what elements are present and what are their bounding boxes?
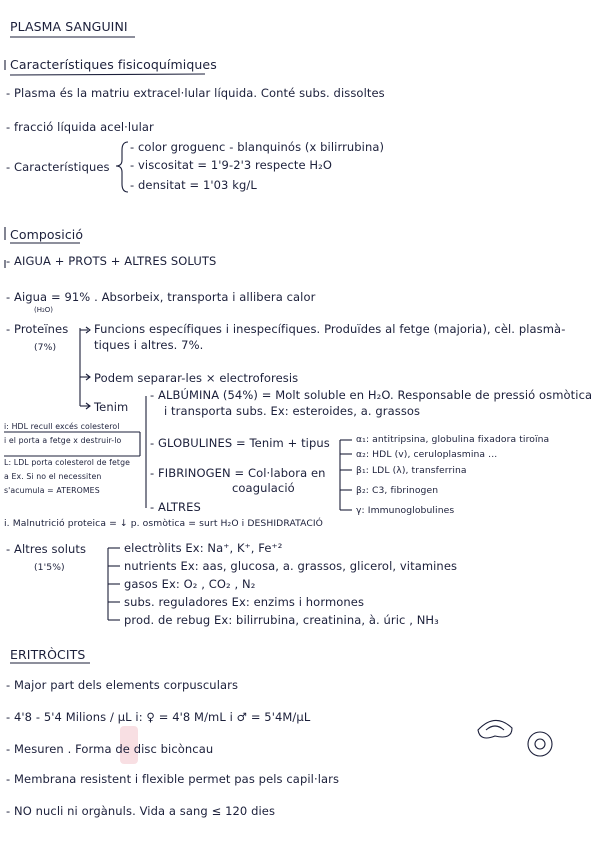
albumin-line: - ALBÚMINA (54%) = Molt soluble en H₂O. Responsable de pressió osmòtica	[150, 388, 593, 402]
margin-note: i el porta a fetge x destruir-lo	[4, 436, 122, 445]
globulin-type: β₁: LDL (λ), transferrina	[356, 465, 467, 476]
globulin-type: α₁: antitripsina, globulina fixadora tiroïna	[356, 434, 550, 445]
page-title: PLASMA SANGUINI	[10, 19, 128, 34]
section-heading-physicochemical: Característiques fisicoquímiques	[10, 57, 217, 72]
plasma-definition: - Plasma és la matriu extracel·lular líquida. Conté subs. dissoltes	[6, 86, 385, 100]
globulin-type: β₂: C3, fibrinogen	[356, 485, 439, 496]
water-line: - Aigua = 91% . Absorbeix, transporta i allibera calor	[6, 290, 316, 304]
erythrocyte-fact: - Mesuren . Forma de disc bicòncau	[6, 742, 214, 756]
water-formula: (H₂O)	[34, 306, 54, 314]
albumin-line-cont: i transporta subs. Ex: esteroides, a. grassos	[164, 404, 421, 418]
characteristic-item: - viscositat = 1'9-2'3 respecte H₂O	[130, 158, 333, 172]
globulin-type: γ: Immunoglobulines	[356, 505, 455, 516]
malnutrition-note: i. Malnutrició proteica = ↓ p. osmòtica = surt H₂O i DESHIDRATACIÓ	[4, 518, 324, 529]
erythrocyte-fact: - Major part dels elements corpusculars	[6, 678, 239, 692]
composition-summary: - AIGUA + PROTS + ALTRES SOLUTS	[6, 254, 217, 268]
solute-item: nutrients Ex: aas, glucosa, a. grassos, glicerol, vitamines	[124, 559, 458, 573]
section-heading-composition: Composició	[10, 227, 84, 242]
characteristic-item: - densitat = 1'03 kg/L	[130, 178, 257, 192]
characteristics-label: - Característiques	[6, 160, 110, 174]
solute-item: prod. de rebug Ex: bilirrubina, creatinina, à. úric , NH₃	[124, 613, 439, 627]
erythrocyte-fact: - NO nucli ni orgànuls. Vida a sang ≤ 120 dies	[6, 804, 276, 818]
fibrinogen-line-cont: coagulació	[232, 481, 295, 495]
proteins-electrophoresis: Podem separar-les × electroforesis	[94, 371, 299, 385]
characteristic-item: - color groguenc - blanquinós (x bilirrubina)	[130, 140, 385, 154]
globulin-type: α₂: HDL (v), ceruloplasmina ...	[356, 449, 498, 460]
proteins-functions: Funcions específiques i inespecífiques. Produïdes al fetge (majoria), cèl. plasmà-	[94, 322, 566, 336]
margin-note: L: LDL porta colesterol de fetge	[4, 458, 131, 467]
globulins-line: - GLOBULINES = Tenim + tipus	[150, 436, 330, 450]
solute-item: gasos Ex: O₂ , CO₂ , N₂	[124, 577, 256, 591]
proteins-functions-cont: tiques i altres. 7%.	[94, 338, 204, 352]
solute-item: electròlits Ex: Na⁺, K⁺, Fe⁺²	[124, 541, 283, 555]
margin-note: s'acumula = ATEROMES	[4, 486, 100, 495]
other-solutes-label: - Altres soluts	[6, 542, 87, 556]
erythrocyte-fact: - Membrana resistent i flexible permet pas pels capil·lars	[6, 772, 340, 786]
tenim-label: Tenim	[94, 400, 129, 414]
section-heading-erythrocytes: ERITRÒCITS	[10, 647, 86, 662]
erythrocyte-fact: - 4'8 - 5'4 Milions / μL i: ♀ = 4'8 M/mL i ♂ = 5'4M/μL	[6, 710, 311, 724]
margin-note: a Ex. Si no el necessiten	[4, 472, 102, 481]
other-solutes-percent: (1'5%)	[34, 562, 65, 573]
proteins-percent: (7%)	[34, 342, 57, 353]
margin-note: i: HDL recull excés colesterol	[4, 422, 120, 431]
solute-item: subs. reguladores Ex: enzims i hormones	[124, 595, 365, 609]
proteins-label: - Proteïnes	[6, 322, 69, 336]
other-proteins: - ALTRES	[150, 500, 201, 514]
fibrinogen-line: - FIBRINOGEN = Col·labora en	[150, 466, 326, 480]
fraction-definition: - fracció líquida acel·lular	[6, 120, 154, 134]
